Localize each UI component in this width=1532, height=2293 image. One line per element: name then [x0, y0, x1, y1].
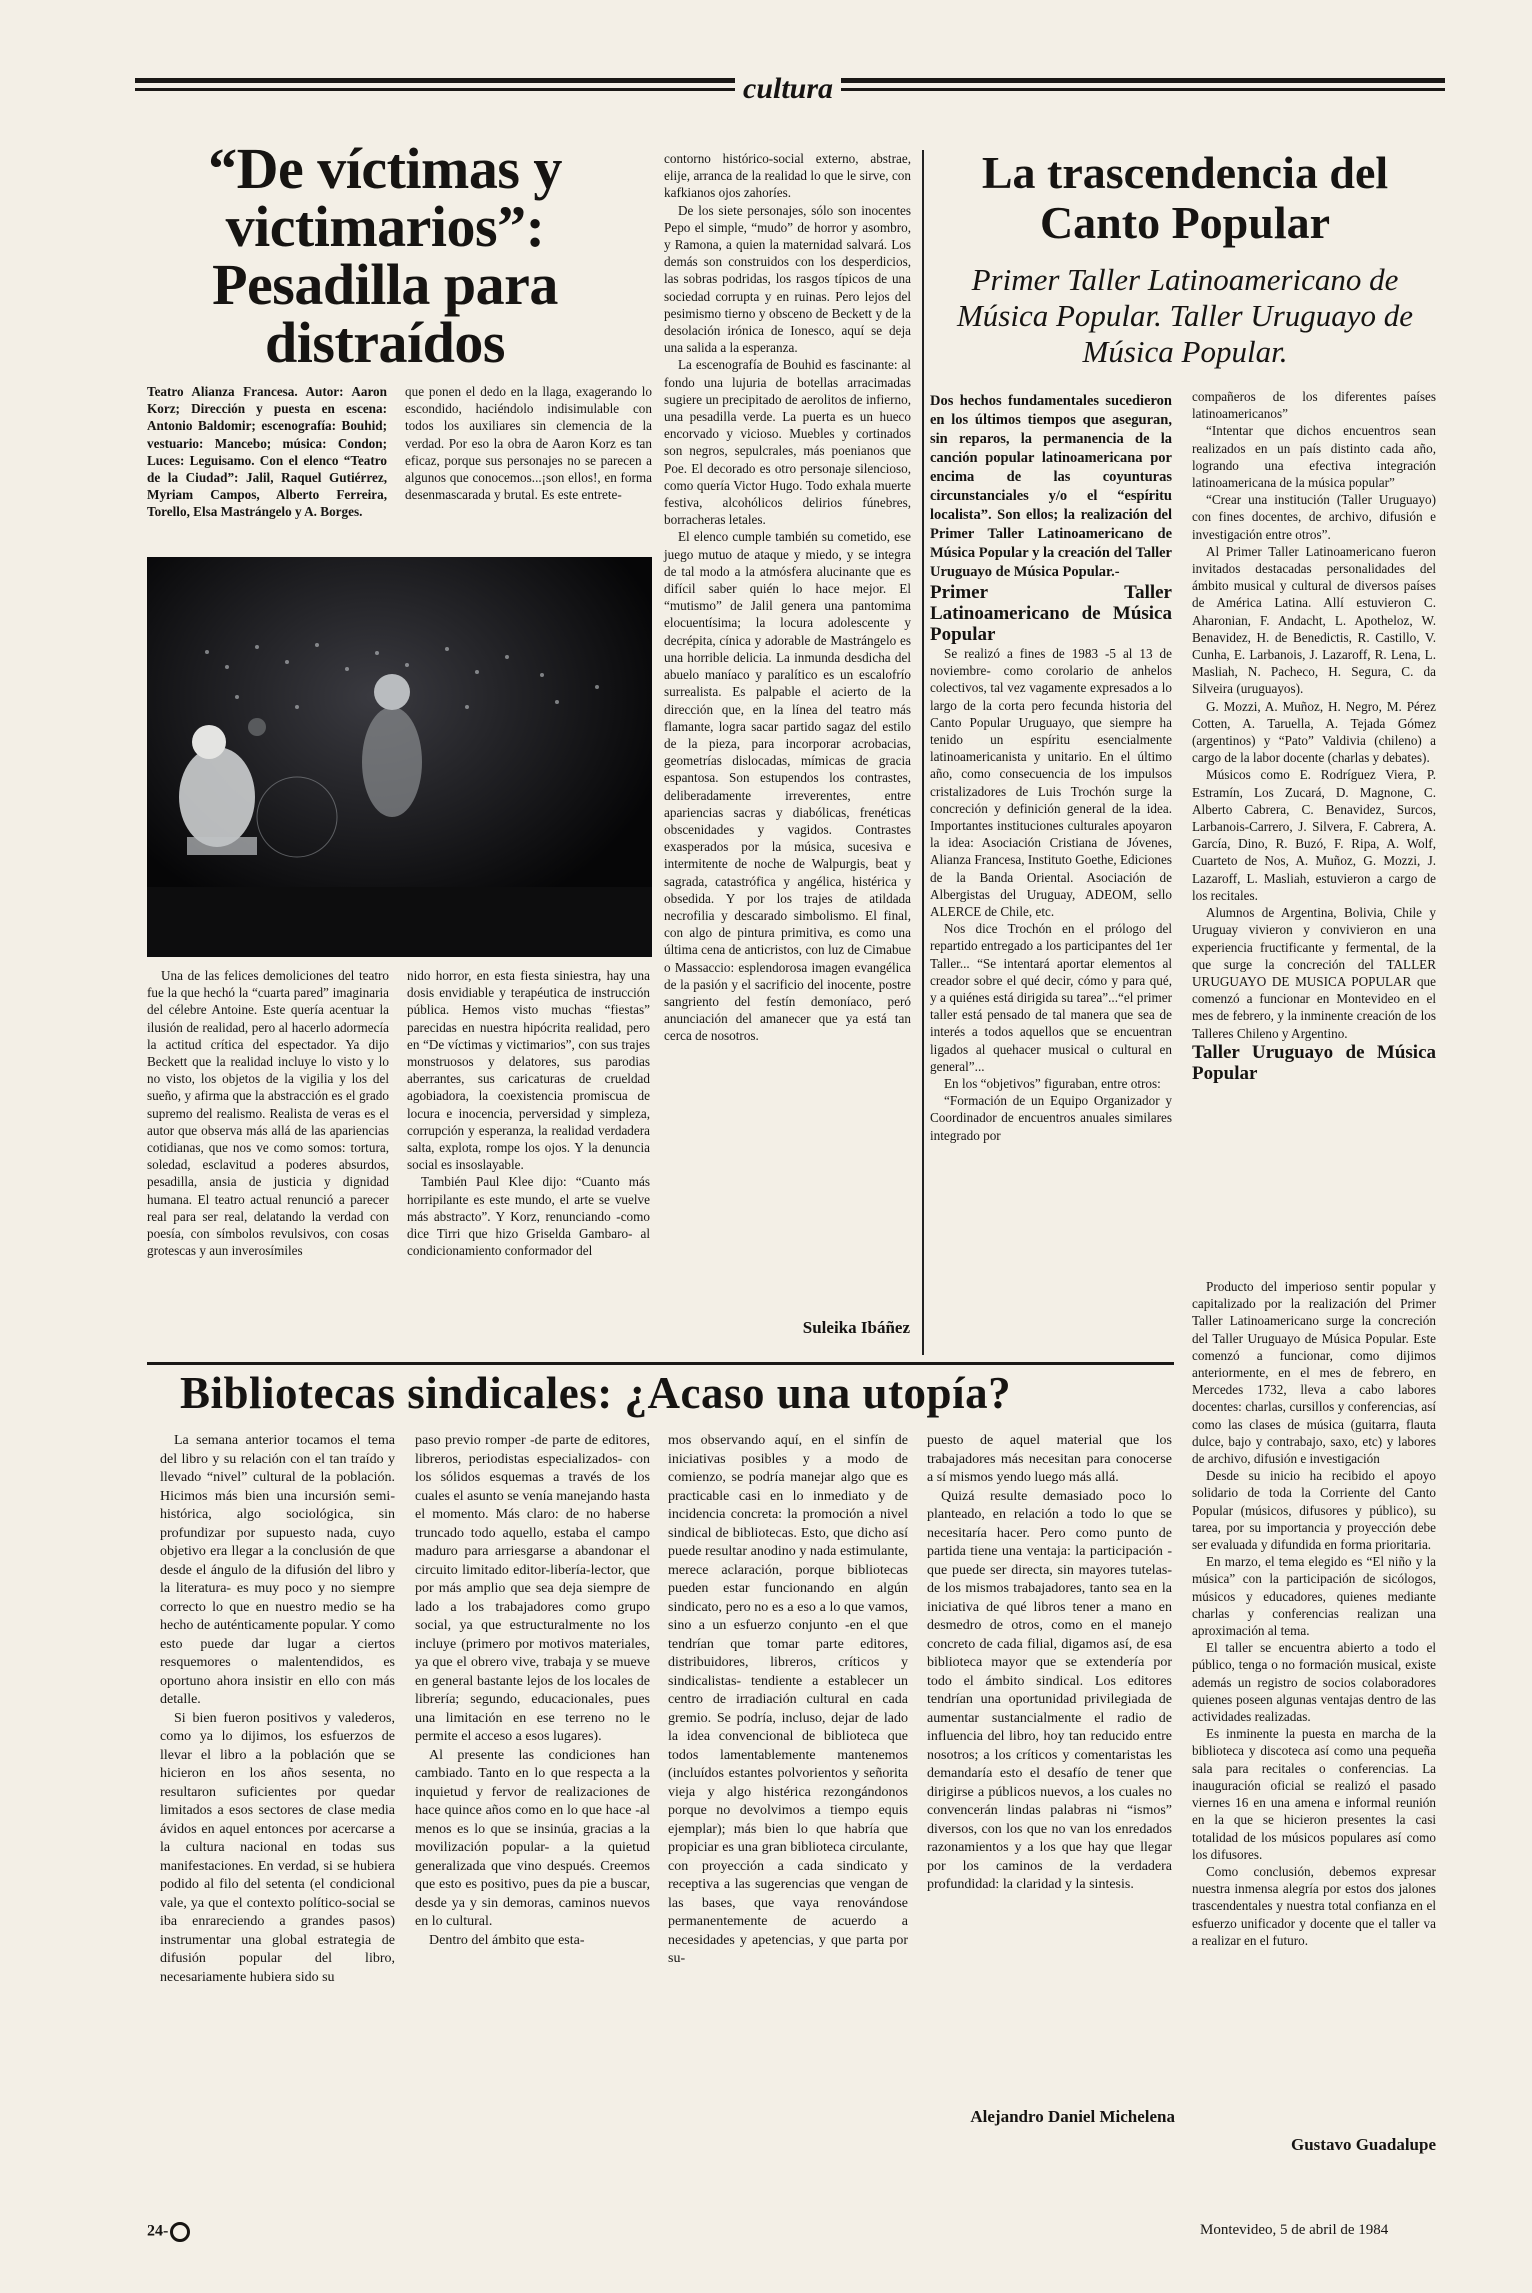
article1-byline: Suleika Ibáñez	[802, 1318, 910, 1337]
article3-col3: mos observando aquí, en el sinfín de iniciativas posibles y a modo de comienzo, se podría manejar algo que es practicable casi en lo inmediato y de incidencia concreta: la promoción a nivel sindical de bibliotecas. Esto, que dicho así puede resultar anodino y nada estimulante, merece aclaración, porque bibliotecas pueden estar funcionando en algún sindicato, pero no es a eso a lo que vamos, sino a un esfuerzo conjunto -en el que tendrían que tomar parte editores, distribuidores, libreros, críticos y sindicalistas- tendiente a establecer un centro de irradiación cultural en cada gremio. Se podría, incluso, dejar de lado la idea convencional de biblioteca que todos lamentablemente mantenemos (incluídos estantes polvorientos y señorita vieja y algo histérica rezongándonos porque no devolvimos a tiempo equis ejemplar); más bien lo que habría que propiciar es una gran biblioteca circulante, con proyección a cada sindicato y receptiva a las sugerencias que vengan de las bases, que vaya renovándose permanentemente de acuerdo a necesidades y apetencias, y que parta por su-	[668, 1433, 908, 1966]
column-divider	[922, 150, 924, 1355]
theatre-scene-image	[147, 557, 652, 957]
article2-byline: Gustavo Guadalupe	[1290, 2135, 1436, 2154]
article2-col1: Dos hechos fundamentales sucedieron en los últimos tiempos que aseguran, sin reparos, la permanencia de la canción popular latinoamericana por encima de las coyunturas circunstanciales y/o el “espíritu localista”. Son ellos; la realización del Primer Taller Latinoamericano de Música Popular y la creación del Taller Uruguayo de Música Popular.- Primer Taller Latinoamericano de Música Popular Se realizó a fines de 1983 -5 al 13 de noviembre- como corolario de anhelos colectivos, tal vez vagamente expresados a lo largo de la corta pero fecunda historia del Canto Popular Uruguayo, que siempre ha tenido un espíritu esencialmente latinoamericanista y unitario. En el último año, como consecuencia de los impulsos cristalizadores de Luis Trochón surge la concreción y definición general de la idea. Importantes instituciones culturales apoyaron la idea: Asociación Cristiana de Jóvenes, Alianza Francesa, Instituto Goethe, Ediciones de la Banda Oriental. Asociación de Albergistas del Uruguay, ADEOM, sello ALERCE de Chile, etc. Nos dice Trochón en el prólogo del repartido entregado a los participantes del 1er Taller... “Se intentará aportar elementos al creador sobre el qué decir, cómo y para qué, y a quiénes está dirigida su tarea”...“el primer taller está pensado de tal manera que sea de interés a todos aquellos que se encuentran ligados al quehacer musical o cultural en general”... En los “objetivos” figuraban, entre otros: “Formación de un Equipo Organizador y Coordinador de encuentros anuales similares integrado por	[930, 393, 1172, 1143]
article3-col4: puesto de aquel material que los trabajadores más necesitan para conocerse a sí mismos yendo luego más allá. Quizá resulte demasiado poco lo planteado, en relación a todo lo que se necesitaría hacer. Pero como punto de partida tiene una ventaja: la participación -que puede ser directa, sin mayores tutelas- de los mismos trabajadores, tanto sea en la iniciativa de qué libros tener a mano en desmedro de otros, como en el manejo concreto de cada filial, digamos así, de esa biblioteca mayor que se extendería por todo el ámbito sindical. Los editores tendrían una oportunidad privilegiada de aumentar sustancialmente el radio de influencia del libro, hoy tan reducido entre nosotros; a los críticos y comentaristas les demandaría esto el desafío de tener que dirigirse a públicos nuevos, a los cuales no convencerán lindas palabras ni “ismos” diversos, con los que no van los enredados razonamientos y a los que hay que llegar por los caminos de la verdadera profundidad: la claridad y la sintesis.	[927, 1433, 1172, 1892]
theatre-photo	[147, 557, 652, 957]
article3-byline: Alejandro Daniel Michelena	[970, 2107, 1175, 2126]
article1-title: “De víctimas y victimarios”: Pesadilla para distraídos	[208, 136, 562, 375]
article2-col2: compañeros de los diferentes países latinoamericanos” “Intentar que dichos encuentros sean realizados en un país distinto cada año, logrando una efectiva integración latinoamericana de la música popular” “Crear una institución (Taller Uruguayo) con fines docentes, de archivo, difusión e investigación entre otros”. Al Primer Taller Latinoamericano fueron invitados destacadas personalidades del ámbito musical y cultural de diversos países de América Latina. Allí estuvieron C. Aharonian, F. Andacht, L. Apotheloz, W. Benavidez, H. de Benedictis, R. Castillo, V. Cunha, E. Larbanois, J. Lazaroff, R. Lena, L. Masliah, N. Pacheco, H. Segura, C. da Silveira (uruguayos). G. Mozzi, A. Muñoz, H. Negro, M. Pérez Cotten, A. Taruella, A. Tejada Gómez (argentinos) y “Pato” Valdivia (chileno) a cargo de la labor docente (charlas y debates). Músicos como E. Rodríguez Viera, P. Estramín, Los Zucará, D. Magnone, C. Alberto Cabrera, C. Benavidez, Surcos, Larbanois-Carrero, J. Silvera, F. Cabrera, A. García, Dino, R. Buzó, F. Ripa, A. Wolf, Cuarteto de Nos, A. Muñoz, G. Mozzi, J. Lazaroff, L. Masliah, estuvieron a cargo de los recitales. Alumnos de Argentina, Bolivia, Chile y Uruguay vivieron y convivieron en una experiencia fructificante y fermental, de la que surge la concreción del TALLER URUGUAYO DE MUSICA POPULAR que comenzó a funcionar en Montevideo en el mes de febrero, y la inminente creación de los Talleres Chileno y Argentino. Taller Uruguayo de Música Popular	[1192, 389, 1436, 1084]
article3-col2: paso previo romper -de parte de editores, libreros, periodistas especializados- con los sólidos esquemas a través de los cuales el asunto se venía manejando hasta el momento. Más claro: de no haberse truncado todo aquello, estaba el campo maduro para arriesgarse a abandonar el circuito limitado editor-libería-lector, que por más amplio que sea deja siempre de lado a los trabajadores como grupo social, ya que estructuralmente no los incluye (primero por motivos materiales, ya que el obrero vive, trabaja y se mueve en general bastante lejos de los locales de librería; segundo, educacionales, pues una limitación en ese terreno no le permite el acceso a esos lugares). Al presente las condiciones han cambiado. Tanto en lo que respecta a la inquietud y fervor de realizaciones de hace quince años como en lo que hace -al menos es lo que se insinúa, gracias a la movilización popular- a la quietud generalizada que vino después. Creemos que esto es positivo, pues da pie a buscar, desde ya y sin demoras, caminos nuevos en lo cultural. Dentro del ámbito que esta-	[415, 1433, 650, 1948]
article2-subtitle: Primer Taller Latinoamericano de Música Popular. Taller Uruguayo de Música Popular.	[956, 262, 1414, 369]
section-label: cultura	[735, 72, 841, 106]
article3-title: Bibliotecas sindicales: ¿Acaso una utopía?	[180, 1368, 1012, 1418]
article1-col3: contorno histórico-social externo, abstrae, elije, arranca de la realidad lo que le sirve, con kafkianos ojos zahoríes. De los siete personajes, sólo son inocentes Pepo el simple, “mudo” de horror y asombro, y Ramona, a quien la maternidad salvará. Los demás son construidos con los desperdicios, las sobras podridas, los rasgos típicos de una sociedad corrupta y en ruinas. Pero lejos del pesimismo tierno y obsceno de Beckett y de la desolación irónica de Ionesco, aquí se deja una salida a la esperanza. La escenografía de Bouhid es fascinante: al fondo una lujuria de botellas arracimadas sugiere un precipitado de aerolitos de infierno, una pesadilla verde. La puerta es un hueco encorvado y vicioso. Muebles y cortinados son negros, sepulcrales, más poenianos que Poe. El decorado es otro personaje silencioso, como quería Victor Hugo. Todo exhala muerte festiva, alcohólicos delirios fúnebres, borracheras letales. El elenco cumple también su cometido, ese juego mutuo de ataque y miedo, y se integra de tal modo a la atmósfera alucinante que es difícil saber quién lo hace mejor. El “mutismo” de Jalil genera una pantomima elocuentísima; la locura adolescente y decrépita, cínica y adorable de Mastrángelo es una horrible delicia. La inmunda desdicha del abuelo maníaco y paralítico es un escalofrío surrealista. Es palpable el acierto de la dirección que, en la línea del teatro más flamante, logra sacar partido sagaz del estilo de la pieza, para incorporar acrobacias, geometrías dislocadas, mímicas de gracia espantosa. Son estupendos los contrastes, deliberadamente irreverentes, entre apariencias sacras y diabólicas, frenéticas obscenidades y vagidos. Contrastes exasperados por la música, sucesiva e intermitente de noche de Walpurgis, beat y sagrada, catastrófica y angélica, histérica y obsedida. Y por los trajes de atildada necrofilia y descarado simbolismo. El final, con algo de pintura primitiva, es como una última cena de anticristos, con luz de Cimabue o Massaccio: esplendorosa imagen evangélica de la pasión y el sacrificio del inocente, postre sangriento del festín demoníaco, peró anunciación del amanecer que ya está tan cerca de nosotros.	[664, 151, 911, 1044]
article1-col1-bottom: Una de las felices demoliciones del teatro fue la que hechó la “cuarta pared” imaginaria del célebre Antoine. Este quería acentuar la ilusión de realidad, pero al hacerlo adormecía la actitud crítica del espectador. Ya dijo Beckett que la realidad incluye lo visto y lo no visto, los objetos de la vigilia y los del sueño, y afirma que la abstracción es el grado supremo del realismo. Realista de veras es el autor que observa más allá de las apariencias cotidianas, que nos ve como somos: tortura, soledad, esclavitud a poderes absurdos, pesadilla, ansia de justicia y dignidad humana. El teatro actual renunció a parecer real para ser real, delatando la verdad con poesía, con símbolos revulsivos, con cosas grotescas y aun inverosímiles	[147, 968, 389, 1259]
article1-col2-bottom: nido horror, en esta fiesta siniestra, hay una dosis envidiable y terapéutica de instrucción pública. Hemos visto muchas “fiestas” parecidas en nuestra hipócrita realidad, pero en “De víctimas y victimarios”, con sus trajes monstruosos y delatores, sus parodias aberrantes, sus caricaturas de crueldad agobiadora, la coexistencia promiscua de locura e inocencia, perversidad y simpleza, corrupción y esperanza, la realidad verdadera salta, explota, rompe los ojos. Y la denuncia social es insoslayable. También Paul Klee dijo: “Cuanto más horripilante es este mundo, el arte se vuelve más abstracto”. Y Korz, renunciando -como dice Tirri que hizo Griselda Gambaro- al condicionamiento conformador del	[407, 968, 650, 1259]
footer-date: Montevideo, 5 de abril de 1984	[1200, 2222, 1389, 2238]
article2-title: La trascendencia del Canto Popular	[981, 147, 1389, 248]
article1-col2-top: que ponen el dedo en la llaga, exagerando lo escondido, haciéndolo indisimulable con todos los auxiliares sin clemencia de la verdad. Por eso la obra de Aaron Korz es tan eficaz, porque sus personajes no se parecen a algunos que conocemos...¡son ellos!, en forma desenmascarada y brutal. Es este entrete-	[405, 384, 652, 503]
page-number: 24-	[147, 2222, 190, 2242]
article2-col3: Producto del imperioso sentir popular y capitalizado por la realización del Primer Taller Latinoamericano surge la concreción del Taller Uruguayo de Música Popular. Este comenzó a funcionar, como dijimos anteriormente, en el mes de febrero, en Mercedes 1732, lleva a cabo labores docentes: charlas, cursillos y conferencias, así como las clases de música (guitarra, flauta dulce, bajo y contrabajo, saxo, etc) y labores de archivo, difusión e investigación Desde su inicio ha recibido el apoyo solidario de toda la Corriente del Canto Popular (músicos, difusores y público), su tarea, por su importancia y proyección debe ser evaluada y difundida en forma prioritaria. En marzo, el tema elegido es “El niño y la música” con la participación de sicólogos, músicos y educadores, quienes mediante charlas y conferencias realizan una aproximación al tema. El taller se encuentra abierto a todo el público, tenga o no formación musical, existe además un registro de socios colaboradores quienes poseen algunas ventajas dentro de las actividades realizadas. Es inminente la puesta en marcha de la biblioteca y discoteca así como una pequeña sala para recitales o conferencias. La inauguración oficial se realizó el pasado viernes 16 en una amena e informal reunión en la que se hicieron presentes la casi totalidad de los músicos populares así como los difusores. Como conclusión, debemos expresar nuestra inmensa alegría por estos dos jalones trascendentales y nuestra total confianza en el esfuerzo unificador y docente que el taller va a realizar en el futuro.	[1192, 1279, 1436, 1948]
article3-rule	[147, 1362, 1174, 1365]
logo-icon	[170, 2222, 190, 2242]
article1-credits: Teatro Alianza Francesa. Autor: Aaron Korz; Dirección y puesta en escena: Antonio Baldomir; escenografía: Bouhid; vestuario: Mancebo; música: Condon; Luces: Leguisamo. Con el elenco “Teatro de la Ciudad”: Jalil, Raquel Gutiérrez, Myriam Campos, Alberto Ferreira, Torello, Elsa Mastrángelo y A. Borges.	[147, 384, 387, 520]
article3-col1: La semana anterior tocamos el tema del libro y su relación con el tan traído y llevado “nivel” cultural de la población. Hicimos más bien una incursión semi-histórica, algo sociológica, sin profundizar por supuesto nada, cuyo objetivo era llegar a la conclusión de que desde el ángulo de la difusión del libro y la literatura- es muy poco y no siempre correcto lo que en nuestro medio se ha hecho de auténticamente popular. Y como esto puede dar lugar a ciertos resquemores o malentendidos, es oportuno ahora insistir en ello con más detalle. Si bien fueron positivos y valederos, como ya lo dijimos, los esfuerzos de llevar el libro a la población que se hicieron en los años sesenta, no resultaron suficientes por quedar limitados a esos sectores de clase media ávidos en aquel entonces por acercarse a la cultura nacional en todas sus manifestaciones. En verdad, si se hubiera podido al filo del setenta (el condicional vale, ya que el contexto político-social se iba enrareciendo a grandes pasos) instrumentar una global estrategia de difusión popular del libro, necesariamente hubiera sido su	[160, 1433, 395, 1985]
